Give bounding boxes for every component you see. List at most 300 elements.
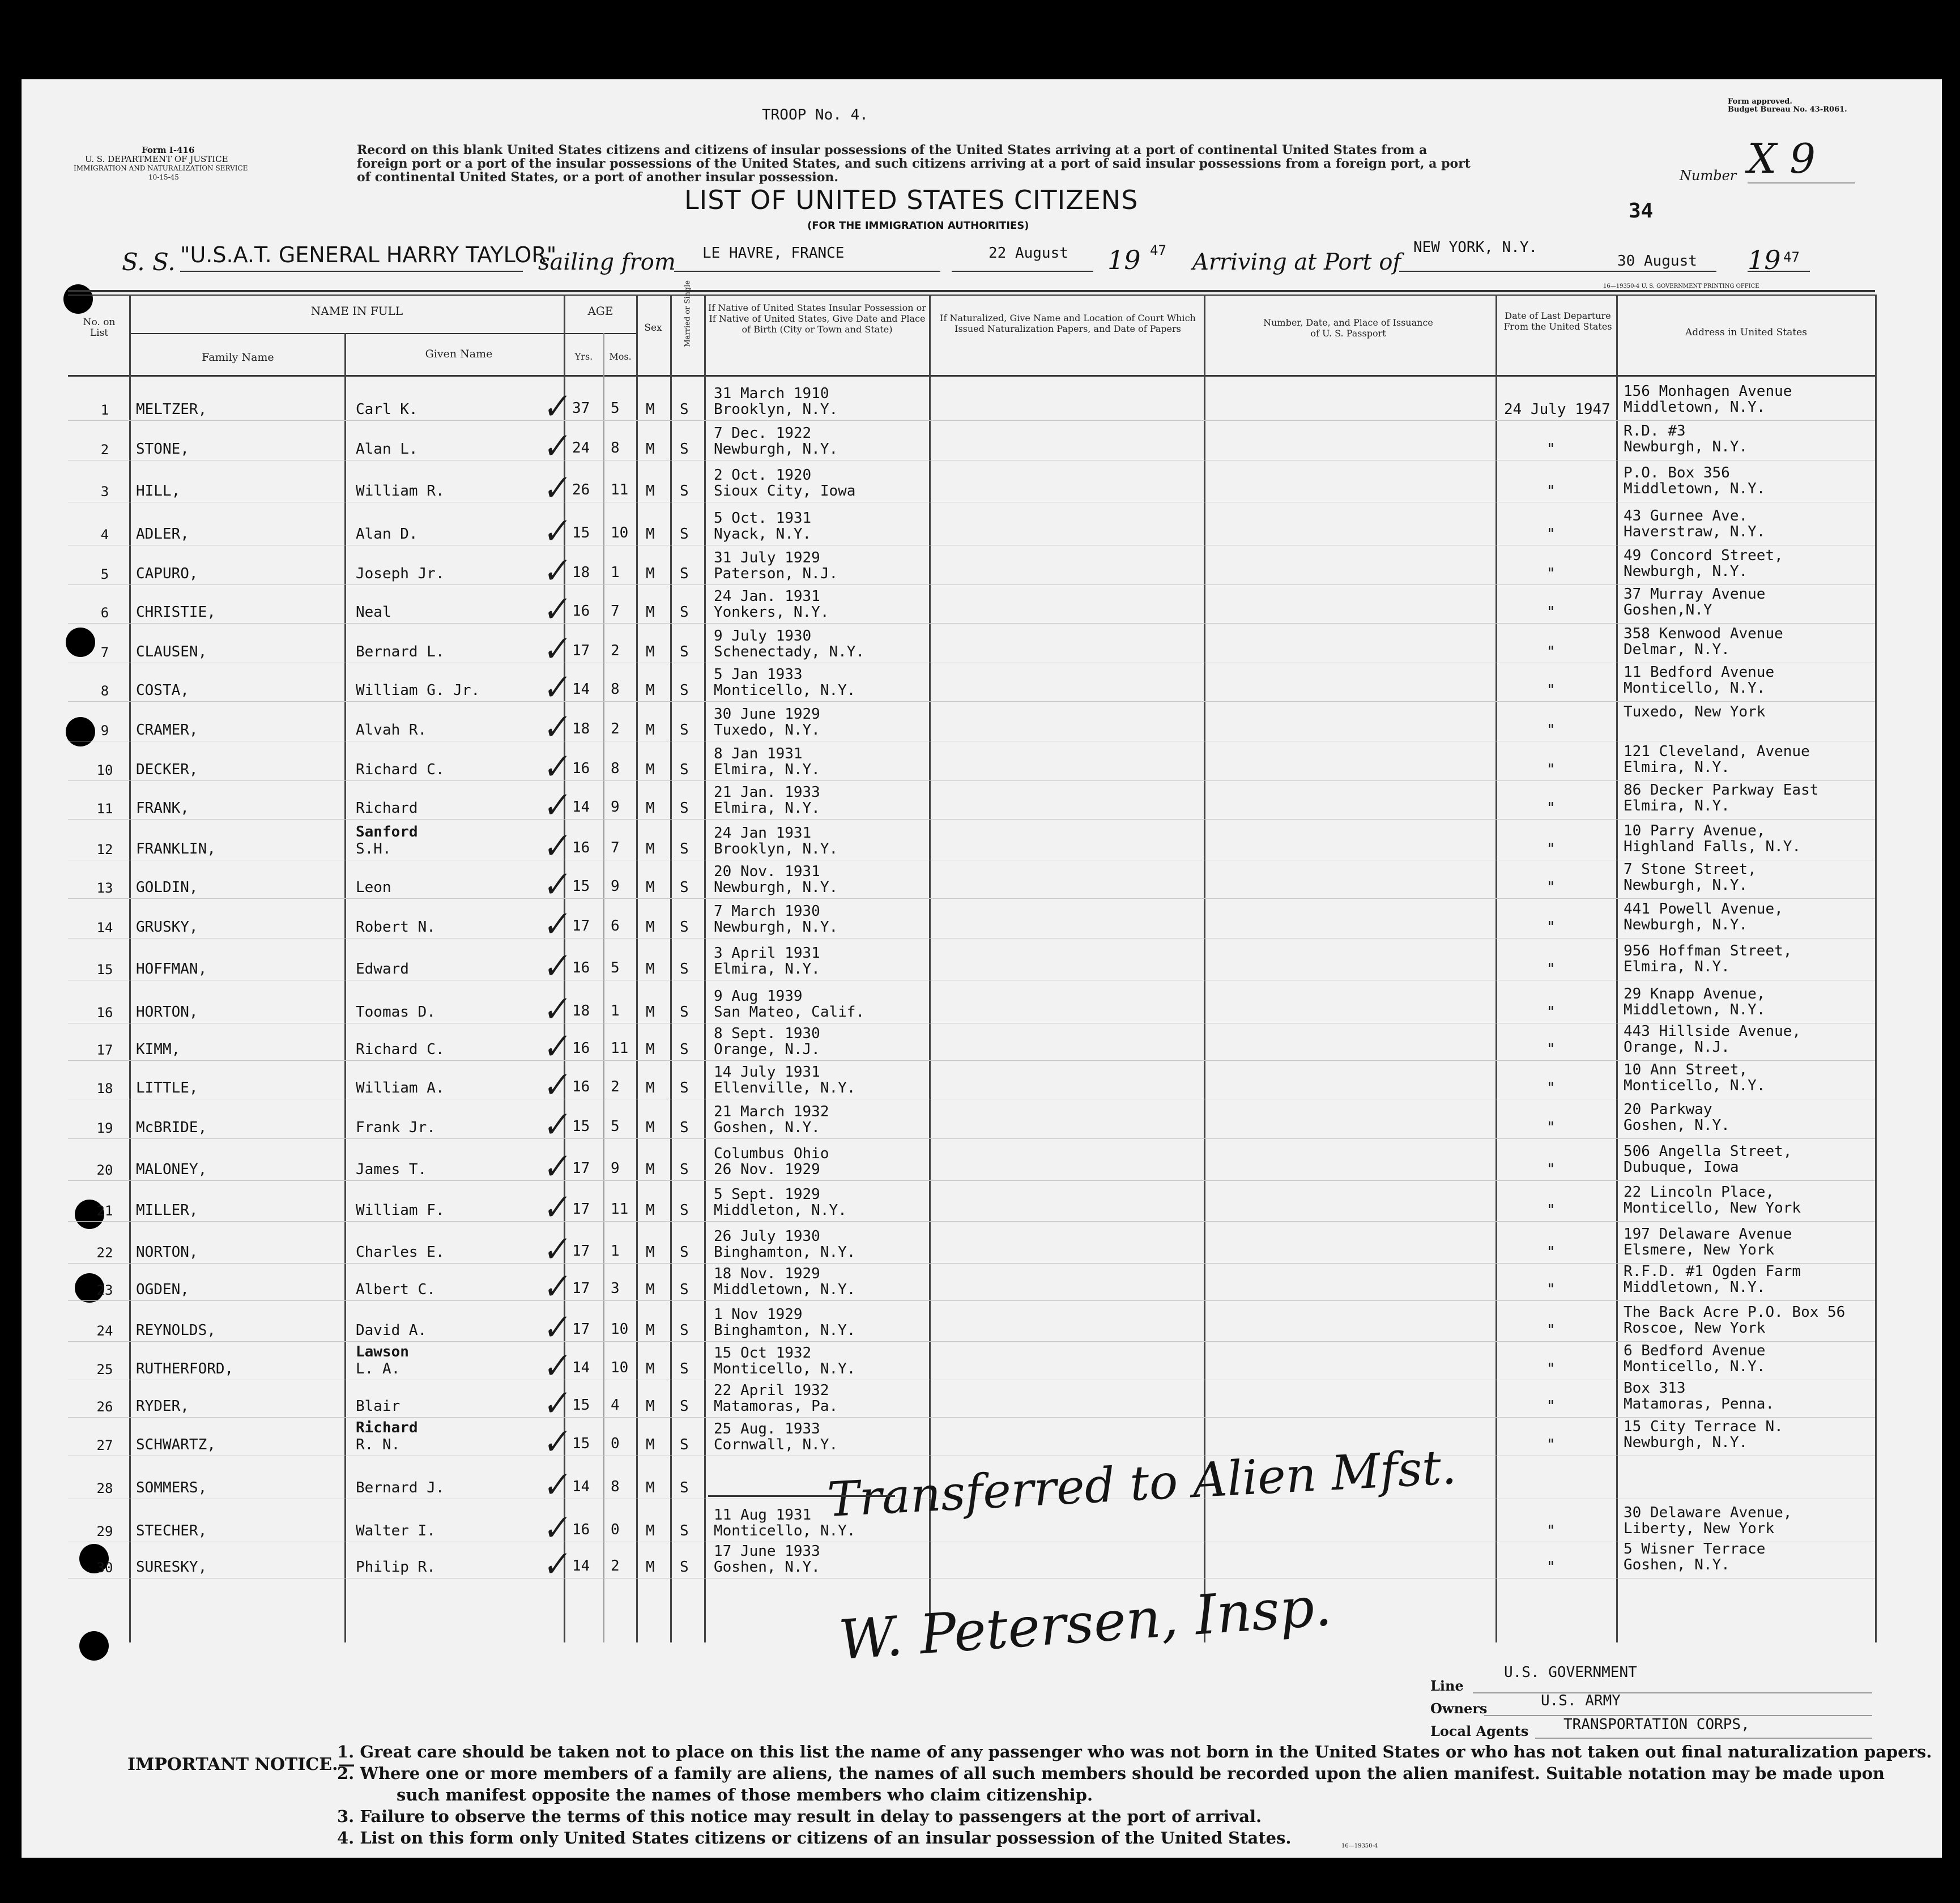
check-mark-icon: ✓ [538, 1186, 572, 1229]
sail-year-prefix: 19 [1107, 245, 1141, 275]
sex: M [646, 1522, 655, 1539]
address-line-2: Goshen,N.Y [1624, 601, 1712, 618]
last-departure: " [1546, 441, 1556, 458]
given-name: Blair [356, 1398, 400, 1415]
address-line-2: Highland Falls, N.Y. [1624, 838, 1801, 855]
family-name: NORTON, [136, 1244, 198, 1261]
row-number: 14 [96, 920, 113, 936]
check-mark-icon: ✓ [538, 1420, 572, 1463]
address-line-2: Liberty, New York [1624, 1520, 1775, 1537]
port-underline [674, 271, 940, 272]
sex: M [646, 1041, 655, 1058]
arrival-year-prefix: 19 [1748, 245, 1781, 275]
row-number: 23 [96, 1282, 113, 1298]
given-name: Bernard J. [356, 1479, 445, 1496]
row-number: 20 [96, 1162, 113, 1178]
check-mark-icon: ✓ [538, 1507, 572, 1550]
birth-line-1: 31 July 1929 [714, 549, 820, 566]
name-age-rule [129, 333, 636, 334]
age-years: 18 [572, 1002, 590, 1019]
family-name: SURESKY, [136, 1559, 207, 1576]
table-row [0, 942, 1960, 988]
age-years: 16 [572, 839, 590, 856]
notice-2a: 2. Where one or more members of a family are aliens, the names of all such members should be recorded upon the alien manifest. Suitable notation may be made upon [337, 1764, 1885, 1783]
age-months: 8 [611, 440, 620, 456]
birth-line-2: Sioux City, Iowa [714, 483, 856, 500]
sail-date: 22 August [988, 245, 1068, 262]
address-line-2: Newburgh, N.Y. [1624, 563, 1748, 580]
page-number: 34 [1629, 199, 1654, 223]
marital-status: S [680, 1360, 689, 1377]
strike-line [708, 1495, 895, 1497]
address-line-2: Elmira, N.Y. [1624, 759, 1730, 776]
address-line-1: 43 Gurnee Ave. [1624, 507, 1748, 524]
last-departure: " [1546, 722, 1556, 739]
sex: M [646, 643, 655, 660]
age-months: 8 [611, 1478, 620, 1495]
marital-status: S [680, 565, 689, 582]
address-line-2: Newburgh, N.Y. [1624, 877, 1748, 894]
form-code: 16—19350-4 [1341, 1843, 1378, 1849]
address-line-2: Matamoras, Penna. [1624, 1396, 1775, 1413]
last-departure: " [1546, 1202, 1556, 1219]
table-row [0, 743, 1960, 788]
marital-status: S [680, 961, 689, 978]
row-divider [68, 1221, 1875, 1222]
check-mark-icon: ✓ [538, 1145, 572, 1188]
address-line-1: Box 313 [1624, 1380, 1686, 1397]
budget-bureau: Budget Bureau No. 43-R061. [1728, 105, 1847, 114]
table-row [0, 423, 1960, 468]
birth-line-2: Goshen, N.Y. [714, 1119, 820, 1136]
table-row [0, 1342, 1960, 1388]
birth-line-2: Brooklyn, N.Y. [714, 401, 838, 418]
birth-line-2: Yonkers, N.Y. [714, 604, 829, 621]
sex: M [646, 1119, 655, 1136]
marital-status: S [680, 526, 689, 543]
address-line-1: 443 Hillside Avenue, [1624, 1023, 1801, 1040]
row-number: 16 [96, 1005, 113, 1021]
inspector-signature: W. Petersen, Insp. [837, 1574, 1334, 1672]
owners-label: Owners [1430, 1700, 1488, 1717]
birth-line-2: Paterson, N.J. [714, 565, 838, 582]
family-name: GRUSKY, [136, 919, 198, 936]
last-departure: " [1546, 1360, 1556, 1377]
address-line-1: R.D. #3 [1624, 423, 1686, 440]
age-months: 9 [611, 878, 620, 895]
address-line-1: 86 Decker Parkway East [1624, 782, 1819, 799]
address-line-1: Tuxedo, New York [1624, 703, 1766, 720]
check-mark-icon: ✓ [538, 1543, 572, 1586]
address-line-2: Monticello, New York [1624, 1200, 1801, 1217]
birth-line-1: 9 July 1930 [714, 628, 812, 645]
given-name: William F. [356, 1202, 445, 1219]
address-line-1: 15 City Terrace N. [1624, 1418, 1783, 1435]
row-number: 6 [100, 605, 109, 621]
last-departure: " [1546, 1004, 1556, 1021]
address-line-2: Elsmere, New York [1624, 1241, 1775, 1258]
age-months: 2 [611, 642, 620, 659]
sex: M [646, 840, 655, 857]
row-divider [68, 819, 1875, 820]
address-line-1: 10 Ann Street, [1624, 1061, 1748, 1078]
sex: M [646, 1360, 655, 1377]
age-years: 17 [572, 1243, 590, 1260]
punch-hole [79, 1631, 109, 1661]
line-label: Line [1430, 1678, 1464, 1694]
row-number: 22 [96, 1245, 113, 1261]
row-divider [68, 898, 1875, 899]
table-row [0, 1226, 1960, 1271]
sex: M [646, 919, 655, 936]
marital-status: S [680, 1522, 689, 1539]
age-years: 14 [572, 799, 590, 816]
age-years: 17 [572, 918, 590, 935]
marital-status: S [680, 1281, 689, 1298]
table-row [0, 383, 1960, 428]
given-name: Walter I. [356, 1522, 436, 1539]
sail-year: 47 [1150, 242, 1166, 258]
row-number: 12 [96, 842, 113, 857]
birth-line-2: Monticello, N.Y. [714, 682, 856, 699]
printer-note: 16—19350-4 U. S. GOVERNMENT PRINTING OFFICE [1603, 283, 1759, 289]
age-years: 18 [572, 564, 590, 581]
row-number: 10 [96, 762, 113, 778]
marital-status: S [680, 1398, 689, 1415]
last-departure: " [1546, 565, 1556, 582]
check-mark-icon: ✓ [538, 425, 572, 468]
col-header-naturalized: If Naturalized, Give Name and Location of Court Which Issued Naturalization Papers, and Date of Papers [940, 313, 1196, 334]
row-divider [68, 701, 1875, 702]
last-departure: " [1546, 643, 1556, 660]
check-mark-icon: ✓ [538, 945, 572, 988]
table-row [0, 703, 1960, 749]
birth-line-2: Tuxedo, N.Y. [714, 722, 820, 739]
birth-line-1: 22 April 1932 [714, 1382, 829, 1399]
address-line-1: 441 Powell Avenue, [1624, 901, 1783, 918]
address-line-1: 156 Monhagen Avenue [1624, 383, 1792, 400]
age-months: 7 [611, 603, 620, 620]
given-name: James T. [356, 1161, 427, 1178]
given-name: Richard C. [356, 761, 445, 778]
family-name: REYNOLDS, [136, 1322, 216, 1339]
given-name: Leon [356, 879, 391, 896]
birth-line-2: Elmira, N.Y. [714, 961, 820, 978]
address-line-2: Elmira, N.Y. [1624, 797, 1730, 814]
check-mark-icon: ✓ [538, 549, 572, 592]
birth-line-2: Elmira, N.Y. [714, 761, 820, 778]
sex: M [646, 526, 655, 543]
address-line-1: 49 Concord Street, [1624, 547, 1783, 564]
table-row [0, 1541, 1960, 1586]
address-line-2: Haverstraw, N.Y. [1624, 523, 1766, 540]
age-months: 8 [611, 681, 620, 698]
notice-4: 4. List on this form only United States citizens or citizens of an insular possession of the United States. [337, 1828, 1292, 1847]
marital-status: S [680, 1436, 689, 1453]
age-years: 16 [572, 1040, 590, 1057]
number-underline [1748, 182, 1855, 184]
age-months: 4 [611, 1397, 620, 1414]
check-mark-icon: ✓ [538, 706, 572, 749]
table-row [0, 1143, 1960, 1188]
table-row [0, 547, 1960, 592]
address-line-2: Goshen, N.Y. [1624, 1117, 1730, 1134]
birth-line-2: Newburgh, N.Y. [714, 879, 838, 896]
troop-number: TROOP No. 4. [762, 106, 868, 123]
age-months: 6 [611, 918, 620, 935]
row-number: 24 [96, 1323, 113, 1339]
family-name: FRANKLIN, [136, 840, 216, 857]
family-name: FRANK, [136, 800, 189, 817]
marital-status: S [680, 1559, 689, 1576]
table-row [0, 507, 1960, 553]
family-name: MILLER, [136, 1202, 198, 1219]
age-months: 2 [611, 720, 620, 737]
address-line-2: Middletown, N.Y. [1624, 399, 1766, 416]
birth-line-1: 5 Sept. 1929 [714, 1186, 820, 1203]
birth-line-2: Nyack, N.Y. [714, 526, 812, 543]
birth-line-2: Matamoras, Pa. [714, 1398, 838, 1415]
birth-line-1: 24 Jan 1931 [714, 825, 812, 842]
given-name: Toomas D. [356, 1004, 436, 1021]
address-line-2: Newburgh, N.Y. [1624, 1434, 1748, 1451]
punch-hole [63, 284, 93, 314]
check-mark-icon: ✓ [538, 1463, 572, 1507]
agents-value: TRANSPORTATION CORPS, [1563, 1716, 1750, 1733]
table-row [0, 901, 1960, 946]
notice-2b: such manifest opposite the names of those members who claim citizenship. [397, 1785, 1093, 1804]
birth-line-1: 24 Jan. 1931 [714, 588, 820, 605]
last-departure: " [1546, 526, 1556, 543]
age-months: 8 [611, 760, 620, 777]
given-name: Carl K. [356, 401, 418, 418]
age-months: 1 [611, 564, 620, 581]
age-years: 16 [572, 1078, 590, 1095]
birth-line-2: Middleton, N.Y. [714, 1202, 847, 1219]
row-divider [68, 1300, 1875, 1301]
given-name: Robert N. [356, 919, 436, 936]
sex: M [646, 1281, 655, 1298]
family-name: LITTLE, [136, 1079, 198, 1096]
address-line-1: 5 Wisner Terrace [1624, 1541, 1766, 1558]
row-number: 28 [96, 1480, 113, 1496]
given-name: Frank Jr. [356, 1119, 436, 1136]
given-name: Alan D. [356, 526, 418, 543]
row-number: 27 [96, 1437, 113, 1453]
col-header-departure: Date of Last Departure From the United States [1503, 310, 1612, 332]
given-name: William A. [356, 1079, 445, 1096]
marital-status: S [680, 840, 689, 857]
table-row [0, 586, 1960, 631]
check-mark-icon: ✓ [538, 745, 572, 788]
sex: M [646, 1436, 655, 1453]
table-row [0, 985, 1960, 1031]
age-years: 15 [572, 1435, 590, 1452]
marital-status: S [680, 1244, 689, 1261]
row-number: 11 [96, 801, 113, 817]
birth-line-2: Binghamton, N.Y. [714, 1322, 856, 1339]
check-mark-icon: ✓ [538, 825, 572, 868]
given-name: William G. Jr. [356, 682, 480, 699]
address-line-1: 121 Cleveland, Avenue [1624, 743, 1810, 760]
given-name: S.H. [356, 840, 391, 857]
given-name: William R. [356, 483, 445, 500]
check-mark-icon: ✓ [538, 784, 572, 827]
marital-status: S [680, 1119, 689, 1136]
row-number: 5 [100, 566, 109, 582]
record-instructions-1: Record on this blank United States citizens and citizens of insular possessions of the United States arriving at a port of continental United States from a [357, 143, 1428, 157]
age-years: 17 [572, 1280, 590, 1297]
birth-line-1: 5 Oct. 1931 [714, 510, 812, 527]
family-name: CAPURO, [136, 565, 198, 582]
birth-line-1: 18 Nov. 1929 [714, 1265, 820, 1282]
last-departure: " [1546, 800, 1556, 817]
row-number: 18 [96, 1081, 113, 1096]
family-name: CLAUSEN, [136, 643, 207, 660]
marital-status: S [680, 604, 689, 621]
birth-line-2: Middletown, N.Y. [714, 1281, 856, 1298]
last-departure: " [1546, 1559, 1556, 1576]
row-number: 25 [96, 1362, 113, 1377]
last-departure: " [1546, 1281, 1556, 1298]
sex: M [646, 1004, 655, 1021]
col-header-address: Address in United States [1685, 327, 1807, 338]
check-mark-icon: ✓ [538, 863, 572, 906]
table-row [0, 1263, 1960, 1308]
row-number: 9 [100, 723, 109, 739]
given-name: Alvah R. [356, 722, 427, 739]
family-name: OGDEN, [136, 1281, 189, 1298]
age-months: 1 [611, 1243, 620, 1260]
address-line-2: Monticello, N.Y. [1624, 1358, 1766, 1375]
given-name: Richard C. [356, 1041, 445, 1058]
address-line-2: Elmira, N.Y. [1624, 958, 1730, 975]
row-divider [68, 420, 1875, 421]
address-line-1: 37 Murray Avenue [1624, 586, 1766, 603]
birth-line-1: 21 March 1932 [714, 1103, 829, 1120]
birth-line-2: Goshen, N.Y. [714, 1559, 820, 1576]
family-name: GOLDIN, [136, 879, 198, 896]
given-name: L. A. [356, 1360, 400, 1377]
birth-line-1: 7 March 1930 [714, 903, 820, 920]
age-months: 7 [611, 839, 620, 856]
last-departure: " [1546, 1522, 1556, 1539]
marital-status: S [680, 1322, 689, 1339]
age-months: 10 [611, 1321, 629, 1338]
family-name: STONE, [136, 441, 189, 458]
age-months: 11 [611, 1201, 629, 1218]
sex: M [646, 1559, 655, 1576]
arrival-date: 30 August [1617, 253, 1697, 270]
age-months: 5 [611, 1118, 620, 1135]
address-line-1: 11 Bedford Avenue [1624, 664, 1775, 681]
birth-line-1: 15 Oct 1932 [714, 1345, 812, 1362]
address-line-2: Middletown, N.Y. [1624, 1279, 1766, 1296]
check-mark-icon: ✓ [538, 903, 572, 946]
address-line-1: P.O. Box 356 [1624, 464, 1730, 481]
address-line-2: Monticello, N.Y. [1624, 1077, 1766, 1094]
sex: M [646, 961, 655, 978]
check-mark-icon: ✓ [538, 1103, 572, 1146]
given-name: Edward [356, 961, 409, 978]
department: U. S. DEPARTMENT OF JUSTICE [85, 154, 228, 164]
ship-underline [180, 271, 523, 272]
last-departure: " [1546, 1398, 1556, 1415]
given-name: Richard [356, 800, 418, 817]
record-instructions-3: of continental United States, or a port of another insular possession. [357, 170, 839, 185]
row-number: 15 [96, 962, 113, 978]
last-departure: " [1546, 1079, 1556, 1096]
birth-line-1: 25 Aug. 1933 [714, 1420, 820, 1437]
table-row [0, 1380, 1960, 1425]
age-years: 37 [572, 400, 590, 417]
age-months: 11 [611, 481, 629, 498]
given-name: David A. [356, 1322, 427, 1339]
birth-line-2: Binghamton, N.Y. [714, 1244, 856, 1261]
family-name: STECHER, [136, 1522, 207, 1539]
form-date: 10-15-45 [148, 173, 179, 181]
table-row [0, 1418, 1960, 1463]
address-line-1: 506 Angella Street, [1624, 1143, 1792, 1160]
address-line-2: Newburgh, N.Y. [1624, 916, 1748, 933]
family-name: RYDER, [136, 1398, 189, 1415]
birth-line-2: Newburgh, N.Y. [714, 919, 838, 936]
col-header-mos: Mos. [609, 351, 632, 362]
age-months: 0 [611, 1521, 620, 1538]
birth-line-2: Orange, N.J. [714, 1041, 820, 1058]
birth-line-2: Newburgh, N.Y. [714, 441, 838, 458]
family-name: RUTHERFORD, [136, 1360, 234, 1377]
age-months: 2 [611, 1558, 620, 1575]
age-months: 1 [611, 1002, 620, 1019]
transferred-note: Transferred to Alien Mfst. [826, 1439, 1458, 1528]
birth-line-1: 30 June 1929 [714, 706, 820, 723]
form-subtitle: (FOR THE IMMIGRATION AUTHORITIES) [807, 220, 1029, 232]
address-line-1: 7 Stone Street, [1624, 861, 1757, 878]
agents-label: Local Agents [1430, 1723, 1529, 1739]
form-title: LIST OF UNITED STATES CITIZENS [684, 185, 1139, 215]
family-name: HILL, [136, 483, 181, 500]
birth-line-1: 8 Sept. 1930 [714, 1025, 820, 1042]
row-number: 4 [100, 527, 109, 543]
list-number: X 9 [1748, 135, 1816, 182]
table-row [0, 1061, 1960, 1107]
table-row [0, 1184, 1960, 1229]
last-departure: " [1546, 682, 1556, 699]
table-row [0, 822, 1960, 868]
given-name: Alan L. [356, 441, 418, 458]
birth-line-2: 26 Nov. 1929 [714, 1161, 820, 1178]
address-line-2: Middletown, N.Y. [1624, 1001, 1766, 1018]
address-line-1: 358 Kenwood Avenue [1624, 625, 1783, 642]
age-months: 0 [611, 1435, 620, 1452]
birth-line-2: Brooklyn, N.Y. [714, 840, 838, 857]
table-row [0, 861, 1960, 906]
row-number: 29 [96, 1524, 113, 1539]
address-line-1: 6 Bedford Avenue [1624, 1342, 1766, 1359]
birth-line-1: 5 Jan 1933 [714, 666, 803, 683]
marital-status: S [680, 401, 689, 418]
table-row [0, 664, 1960, 709]
check-mark-icon: ✓ [538, 628, 572, 671]
birth-line-1: 14 July 1931 [714, 1064, 820, 1081]
sex: M [646, 761, 655, 778]
given-name: Neal [356, 604, 391, 621]
marital-status: S [680, 483, 689, 500]
check-mark-icon: ✓ [538, 510, 572, 553]
arrival-year-underline [1748, 271, 1810, 272]
age-months: 3 [611, 1280, 620, 1297]
